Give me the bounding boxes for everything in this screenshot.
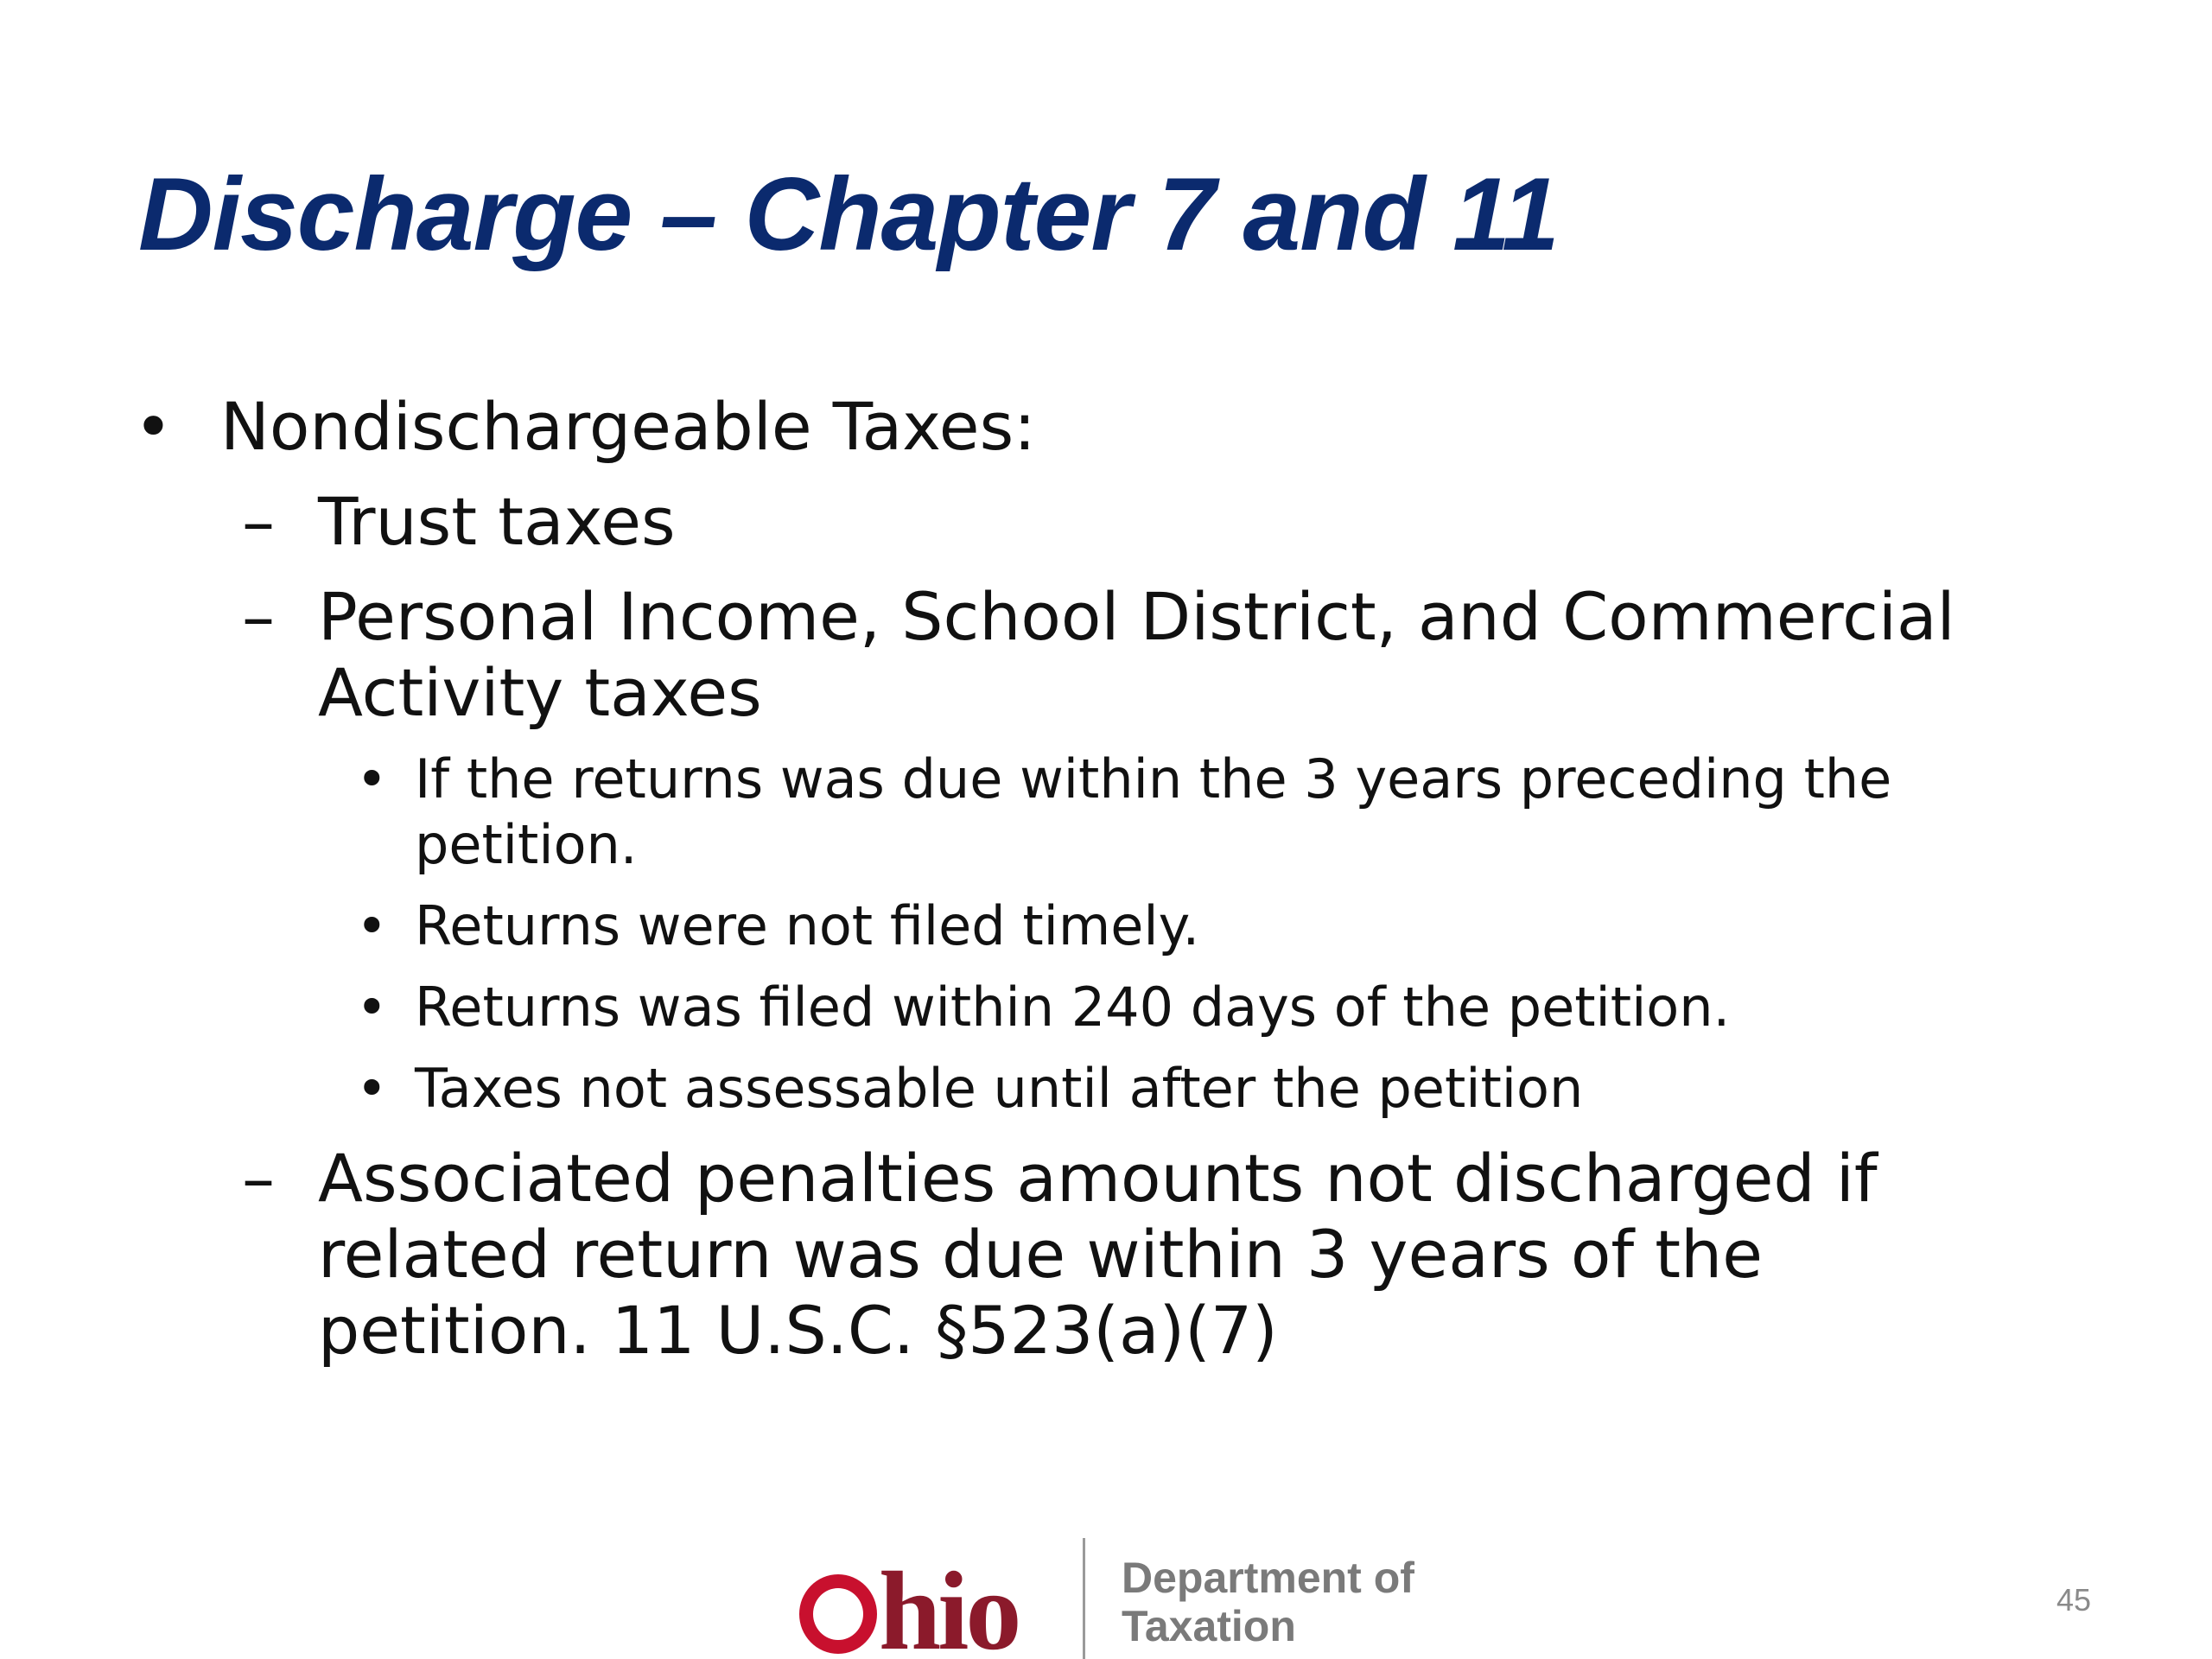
detail-bullet-text: If the returns was due within the 3 years preceding the petition.	[415, 747, 1892, 876]
department-line-1: Department of	[1122, 1554, 1414, 1602]
sub-bullet-text: Personal Income, School District, and Commercial Activity taxes	[318, 578, 1955, 731]
department-name	[1122, 1554, 1414, 1650]
slide-title: Discharge – Chapter 7 and 11	[138, 156, 1559, 272]
dash-marker: –	[242, 578, 275, 655]
detail-bullet-filed-within-240-days	[0, 975, 1970, 1040]
sub-bullet-associated-penalties	[0, 1141, 2037, 1369]
detail-bullet-text: Returns were not filed timely.	[415, 894, 1200, 957]
dash-marker: –	[242, 1140, 275, 1217]
bullet-text: Nondischargeable Taxes:	[220, 388, 1036, 465]
ohio-logo	[799, 1549, 1019, 1659]
bullet-nondischargeable-taxes	[0, 389, 2212, 465]
detail-bullet-text: Taxes not assessable until after the petition	[415, 1057, 1584, 1120]
bullet-marker: •	[356, 976, 388, 1039]
ohio-o-ring-icon	[799, 1574, 877, 1654]
bullet-marker: •	[134, 388, 173, 465]
sub-bullet-trust-taxes	[0, 484, 2037, 560]
dash-marker: –	[242, 483, 275, 560]
bullet-marker: •	[356, 1057, 388, 1120]
bullet-marker: •	[356, 747, 388, 810]
sub-bullet-text: Trust taxes	[318, 483, 676, 560]
detail-bullet-text: Returns was filed within 240 days of the petition.	[415, 976, 1731, 1039]
sub-bullet-text: Associated penalties amounts not discharged if related return was due within 3 years of the petition. 11 U.S.C. §523(a)(7)	[318, 1140, 1878, 1369]
logo-divider	[1083, 1538, 1085, 1659]
detail-bullet-not-filed-timely	[0, 893, 1970, 959]
bullet-marker: •	[356, 894, 388, 957]
slide-footer	[0, 1538, 2212, 1659]
detail-bullet-not-assessable	[0, 1056, 1970, 1122]
ohio-logo-letters: hio	[879, 1549, 1019, 1659]
detail-bullet-due-within-3-years	[0, 747, 1970, 878]
page-number: 45	[2056, 1582, 2092, 1618]
sub-bullet-income-taxes	[0, 579, 2037, 731]
department-line-2: Taxation	[1122, 1602, 1296, 1650]
slide-content	[0, 389, 2212, 1369]
